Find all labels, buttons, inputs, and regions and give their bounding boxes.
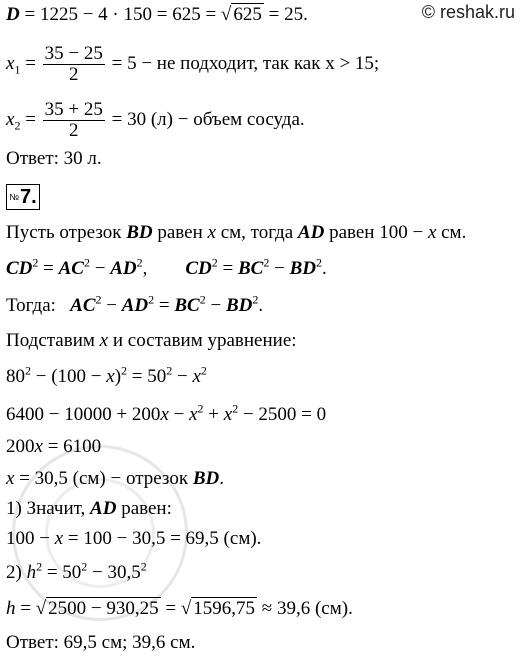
equation-4: x = 30,5 (см) − отрезок BD. — [6, 468, 224, 489]
substitute-line: Подставим x и составим уравнение: — [6, 330, 297, 351]
x2-rest: = 30 (л) − объем сосуда. — [111, 108, 305, 130]
x2-line: $x_2$ = $\frac{35 + 25}{2}$ = 30 (л) − объем сосуда. — [6, 99, 305, 141]
step-2-calc: h = √ 2500 − 930,25 = √ 1596,75 ≈ 39,6 (см). — [6, 598, 353, 619]
discriminant-line: D = 1225 − 4 · 150 = 625 = √ 625 = 25. — [6, 4, 308, 25]
x1-rest: = 5 − не подходит, так как x > 15; — [111, 52, 380, 74]
step-2: 2) $h^2 = 50^2 - 30,5^2$ — [6, 559, 147, 583]
number-sign: № — [9, 192, 19, 202]
cd-equations-line: $CD^2 = AC^2 - AD^2$, $CD^2 = BC^2 - BD^2$. — [6, 255, 327, 279]
equation-2: $6400 - 10000 + 200x - x^2 + x^2 - 2500 = 0$ — [6, 401, 327, 425]
x1-numerator: 35 − 25 — [44, 43, 103, 64]
task-number-badge — [6, 184, 40, 210]
answer-2: Ответ: 69,5 см; 39,6 см. — [6, 632, 196, 653]
step-1: 1) Значит, AD равен: — [6, 498, 172, 519]
intro-line: Пусть отрезок BD равен x см, тогда AD равен 100 − x см. — [6, 222, 467, 243]
answer-1: Ответ: 30 л. — [6, 148, 102, 169]
x2-numerator: 35 + 25 — [44, 99, 103, 120]
site-watermark: © reshak.ru — [421, 2, 515, 22]
equation-3: 200x = 6100 — [6, 436, 102, 457]
equation-1: $80^2 - (100 - x)^2 = 50^2 - x^2$ — [6, 363, 207, 387]
x1-denominator: 2 — [69, 64, 79, 85]
x1-line: $x_1$ = $\frac{35 - 25}{2}$ = 5 − не подходит, так как x > 15; — [6, 43, 380, 85]
togda-line: Тогда: $AC^2 - AD^2 = BC^2 - BD^2$. — [6, 292, 264, 316]
x2-denominator: 2 — [69, 120, 79, 141]
task-number: 7. — [19, 185, 37, 208]
step-1-calc: 100 − x = 100 − 30,5 = 69,5 (см). — [6, 528, 262, 549]
